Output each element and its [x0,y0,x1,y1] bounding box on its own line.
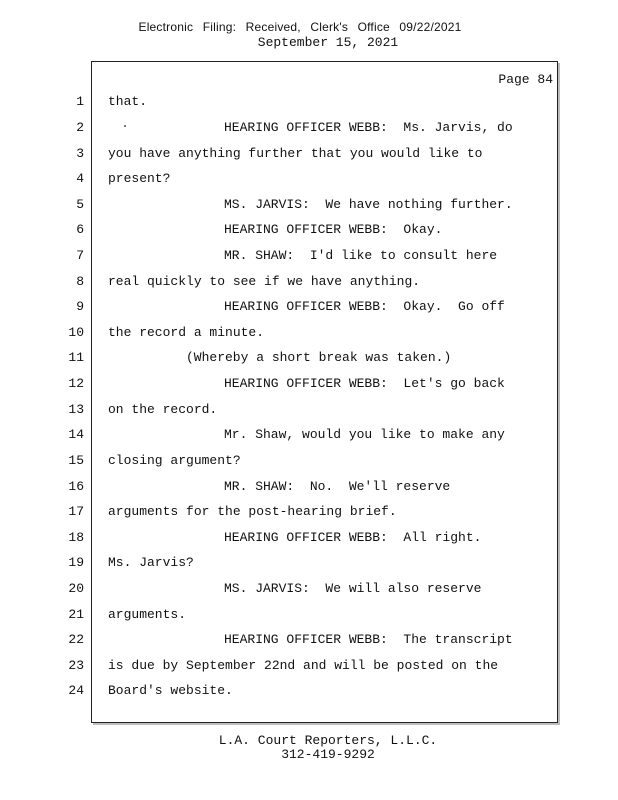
line-text: HEARING OFFICER WEBB: Okay. [224,222,443,237]
transcript-line [0,374,618,394]
line-text: (Whereby a short break was taken.) [186,350,452,365]
filing-stamp: Electronic Filing: Received, Clerk's Office 09/22/2021 [138,20,462,34]
transcript-line [0,144,618,164]
line-number: 23 [68,658,84,673]
footer-company: L.A. Court Reporters, L.L.C. [218,733,438,748]
transcript-line [0,425,618,445]
transcript-line [0,272,618,292]
transcript-line [0,528,618,548]
transcript-line [0,502,618,522]
line-text: Mr. Shaw, would you like to make any [224,427,505,442]
line-number: 22 [68,632,84,647]
line-text: the record a minute. [108,325,265,340]
transcript-line [0,553,618,573]
line-text: HEARING OFFICER WEBB: The transcript [224,632,513,647]
line-number: 2 [76,120,84,135]
transcript-line [0,118,618,138]
line-text: is due by September 22nd and will be posted on the [108,658,499,673]
transcript-line [0,323,618,343]
transcript-line [0,348,618,368]
line-number: 12 [68,376,84,391]
line-number: 15 [68,453,84,468]
line-number: 20 [68,581,84,596]
line-text: you have anything further that you would like to [108,146,483,161]
line-number: 16 [68,479,84,494]
line-number: 9 [76,299,84,314]
line-text: arguments for the post-hearing brief. [108,504,397,519]
line-number: 21 [68,607,84,622]
transcript-line [0,681,618,701]
transcript-line [0,297,618,317]
transcript-line [0,169,618,189]
footer-phone: 312-419-9292 [281,747,375,762]
transcript-line [0,451,618,471]
transcript-date: September 15, 2021 [257,35,399,50]
transcript-line [0,656,618,676]
line-text: MR. SHAW: No. We'll reserve [224,479,451,494]
line-text: HEARING OFFICER WEBB: Okay. Go off [224,299,505,314]
transcript-line [0,400,618,420]
page-number: Page 84 [498,72,553,87]
line-text: on the record. [108,402,218,417]
line-text: HEARING OFFICER WEBB: Ms. Jarvis, do [224,120,513,135]
line-text: Board's website. [108,683,233,698]
line-number: 18 [68,530,84,545]
line-text: MS. JARVIS: We have nothing further. [224,197,513,212]
line-number: 10 [68,325,84,340]
line-text: HEARING OFFICER WEBB: All right. [224,530,482,545]
line-text: present? [108,171,171,186]
line-number: 6 [76,222,84,237]
line-text: arguments. [108,607,187,622]
line-text: Ms. Jarvis? [108,555,194,570]
line-number: 11 [68,350,84,365]
line-number: 17 [68,504,84,519]
line-text: MR. SHAW: I'd like to consult here [224,248,498,263]
transcript-line [0,579,618,599]
line-text: closing argument? [108,453,241,468]
line-number: 7 [76,248,84,263]
line-number: 1 [76,94,84,109]
line-number: 8 [76,274,84,289]
line-number: 19 [68,555,84,570]
line-text: MS. JARVIS: We will also reserve [224,581,482,596]
line-number: 14 [68,427,84,442]
transcript-line [0,92,618,112]
line-number: 3 [76,146,84,161]
transcript-line [0,630,618,650]
line-text: HEARING OFFICER WEBB: Let's go back [224,376,505,391]
line-number: 13 [68,402,84,417]
transcript-line [0,605,618,625]
line-number: 4 [76,171,84,186]
transcript-line [0,246,618,266]
transcript-line [0,220,618,240]
line-number: 5 [76,197,84,212]
transcript-line [0,477,618,497]
line-text: real quickly to see if we have anything. [108,274,421,289]
transcript-line [0,195,618,215]
line-number: 24 [68,683,84,698]
line-text: that. [108,94,148,109]
